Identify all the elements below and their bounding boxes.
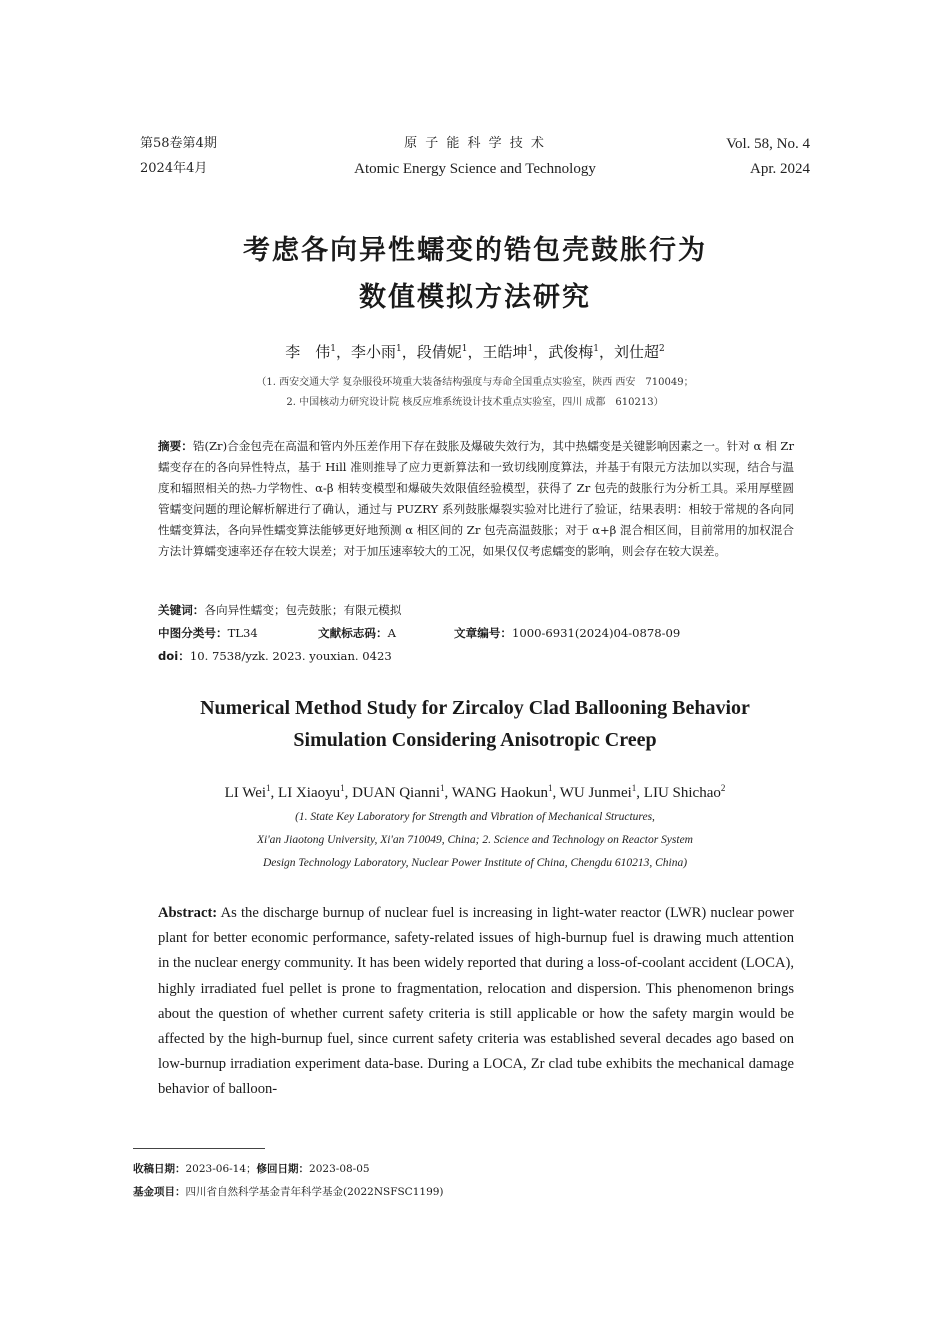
header-journal-cn: 原 子 能 科 学 技 术 [404, 136, 546, 151]
header-date: 2024年4月 [140, 161, 208, 176]
title-en-line1: Numerical Method Study for Zircaloy Clad Ballooning Behavior [200, 697, 750, 719]
authors-cn: 李 伟$^1$，李小雨$^1$，段倩妮$^1$，王皓坤$^1$，武俊梅$^1$，刘仕超$^2$ [285, 343, 665, 361]
author-cn: 李 伟$^1$ [285, 343, 336, 361]
author-cn: 王皓坤$^1$ [482, 343, 534, 361]
author-cn: 段倩妮$^1$ [416, 343, 468, 361]
doi-label: doi： [158, 649, 190, 663]
author-en: WU Junmei$^1$ [559, 783, 637, 801]
footnote-rule [133, 1148, 265, 1149]
header-journal-en: Atomic Energy Science and Technology [354, 161, 596, 177]
header-vol-no: Vol. 58, No. 4 [726, 136, 810, 152]
author-cn: 武俊梅$^1$ [548, 343, 600, 361]
keywords-cn [158, 600, 794, 620]
abstract-cn-label: 摘要： [158, 439, 193, 453]
keywords-text: 各向异性蠕变；包壳鼓胀；有限元模拟 [204, 603, 402, 617]
abstract-en [158, 901, 794, 1103]
affiliation-cn-1: （1. 西安交通大学 复杂服役环境重大装备结构强度与寿命全国重点实验室，陕西 西安 710049； [256, 377, 694, 388]
title-cn-line2: 数值模拟方法研究 [359, 282, 591, 313]
keywords-label: 关键词： [158, 603, 205, 617]
abstract-cn-text: 锆(Zr)合金包壳在高温和管内外压差作用下存在鼓胀及爆破失效行为，其中热蠕变是关键影响因素之一。针对 α 相 Zr 蠕变存在的各向异性特点，基于 Hill 准则推导了应力更新算法和一致切线刚度算法，并基于有限元方法加以实现，结合与温度和辐照相关的热-力学物性、α-β 相转变模型和爆破失效限值经验模型，获得了 Zr 包壳的鼓胀行为分析工具。采用厚壁圆管蠕变问题的理论解析解进行了确认，通过与 PUZRY 系列鼓胀爆裂实验对比进行了验证，结果表明：相较于常规的各向同性蠕变算法，各向异性蠕变算法能够更好地预测 α 相区间的 Zr 包壳高温鼓胀；对于 α+β 混合相区间，目前常用的加权混合方法计算蠕变速率还存在较大误差；对于加压速率较大的工况，如果仅仅考虑蠕变的影响，则会存在较大误差。 [158, 439, 794, 558]
footnote-fund: 基金项目：四川省自然科学基金青年科学基金(2022NSFSC1199) [133, 1186, 444, 1198]
doi-value: 10. 7538/yzk. 2023. youxian. 0423 [189, 649, 392, 663]
abstract-en-label: Abstract: [158, 905, 218, 921]
footnote-dates: 收稿日期：2023-06-14；修回日期：2023-08-05 [133, 1163, 370, 1175]
affiliation-cn-2: 2. 中国核动力研究设计院 核反应堆系统设计技术重点实验室，四川 成都 610213） [286, 397, 664, 408]
author-en: LIU Shichao$^2$ [643, 783, 726, 801]
clc: 中图分类号：TL34 [158, 626, 258, 640]
affiliation-en-3: Design Technology Laboratory, Nuclear Power Institute of China, Chengdu 610213, China) [262, 857, 688, 869]
abstract-en-text: As the discharge burnup of nuclear fuel is increasing in light-water reactor (LWR) nuclear power plant for better economic performance, safety-related issues of high-burnup fuel is drawing much attention in the nuclear energy community. It has been widely reported that during a loss-of-coolant accident (LOCA), highly irradiated fuel pellet is prone to fragmentation, relocation and dispersion. This phenomenon brings about the question of whether current safety criteria is still applicable or how the safety margin would be affected by the high-burnup fuel, since current safety criteria was established several decades ago based on low-burnup irradiation experiment data-base. During a LOCA, Zr clad tube exhibits the mechanical damage behavior of balloon- [158, 905, 795, 1098]
author-cn: 刘仕超$^2$ [614, 343, 665, 361]
doc-code: 文献标志码：A [318, 626, 396, 640]
author-en: LI Wei$^1$ [224, 783, 271, 801]
author-en: WANG Haokun$^1$ [451, 783, 553, 801]
author-en: LI Xiaoyu$^1$ [278, 783, 345, 801]
abstract-cn [158, 436, 794, 562]
header-month-year: Apr. 2024 [750, 161, 810, 177]
affiliation-en-1: (1. State Key Laboratory for Strength and Vibration of Mechanical Structures, [295, 811, 655, 823]
authors-en: LI Wei$^1$, LI Xiaoyu$^1$, DUAN Qianni$^1$, WANG Haokun$^1$, WU Junmei$^1$, LIU Shichao$^2$ [224, 783, 726, 801]
author-en: DUAN Qianni$^1$ [352, 783, 445, 801]
affiliation-en-2: Xi'an Jiaotong University, Xi'an 710049, China; 2. Science and Technology on Reactor System [257, 834, 693, 846]
author-cn: 李小雨$^1$ [350, 343, 402, 361]
doi-line [158, 646, 794, 666]
header-volume-issue: 第58卷第4期 [140, 136, 217, 151]
title-cn-line1: 考虑各向异性蠕变的锆包壳鼓胀行为 [243, 235, 707, 266]
classification-line [158, 623, 794, 643]
article-number: 文章编号：1000-6931(2024)04-0878-09 [454, 626, 681, 640]
title-en-line2: Simulation Considering Anisotropic Creep [293, 729, 657, 751]
